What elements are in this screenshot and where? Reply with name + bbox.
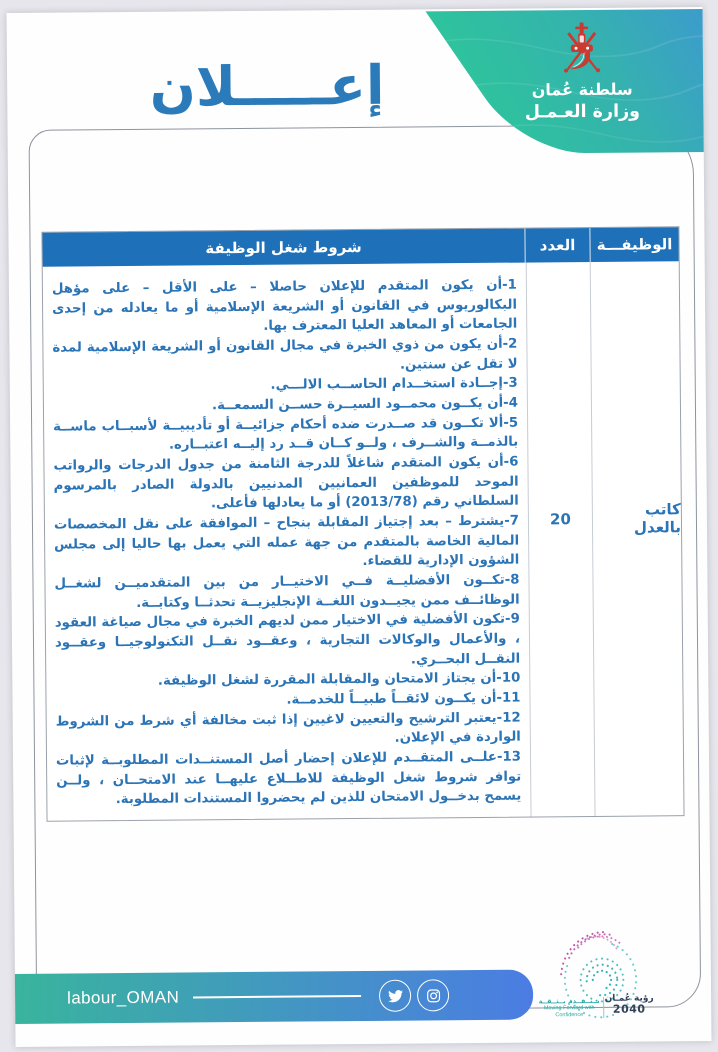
- count-cell: 20: [527, 262, 596, 817]
- page-title: إعـــــلان: [149, 53, 385, 119]
- oman-national-emblem-icon: [559, 21, 605, 73]
- instagram-glyph: [426, 988, 441, 1003]
- condition-item: 6-أن يكون المتقدم شاغلاً للدرجة الثامنة من جدول الدرجات والرواتب الموحد للموظفين العمانيين المدنيين بالدولة الصادر بالمرسوم السلطاني رقم (2013/78) أو ما يعادلها فأعلى.: [53, 454, 519, 512]
- document-page: [7, 7, 712, 1047]
- vision-arabic: رؤية عُمـان: [604, 993, 654, 1004]
- condition-item: 9-تكون الأفضلية في الاختيار ممن لديهم الخبرة في مجال صياغة العقود ، والأعمال والوكالات التجارية ، وعقــود نقــل التكنولوجيــا وعقــود النقــل البحــري.: [54, 612, 521, 668]
- condition-item: 11-أن يكــون لائقــاً طبيــاً للخدمــة.: [286, 690, 521, 708]
- oman-vision-2040-label: [600, 993, 658, 1015]
- condition-item: 12-يعتبر الترشيح والتعيين لاغيين إذا ثبت مخالفة أي شرط من الشروط الواردة في الإعلان.: [55, 710, 521, 747]
- condition-item: 4-أن يكــون محمــود السيــرة حســن السمعــة.: [211, 395, 518, 414]
- condition-item: 10-أن يجتاز الامتحان والمقابلة المقررة لشغل الوظيفة.: [157, 671, 521, 690]
- footer-divider-line: [193, 995, 361, 998]
- conditions-cell: [43, 263, 532, 821]
- moving-forward-english: Moving Forward with Confidence: [543, 1004, 595, 1018]
- social-handle: labour_OMAN: [67, 987, 180, 1008]
- vision-year: 2040: [612, 1002, 646, 1016]
- condition-item: 5-ألا تكــون قد صــدرت ضده أحكام جزائيــة أو تأديبيــة لأسبــاب ماســة بالذمــة والشــرف ، ولــو كــان قــد رد إليــه اعتبــاره.: [53, 415, 519, 454]
- condition-item: 2-أن يكون من ذوي الخبرة في مجال القانون أو الشريعة الإسلامية لمدة لا تقل عن سنتين.: [52, 336, 518, 373]
- condition-item: 3-إجــادة استخــدام الحاســب الالـــي.: [270, 375, 518, 394]
- moving-forward-logo: [538, 997, 604, 1019]
- ministry-header: [482, 20, 683, 123]
- country-name: سلطنة عُمان: [531, 79, 633, 100]
- table-header-row: [42, 227, 678, 267]
- condition-item: 13-علــى المتقــدم للإعلان إحضار أصل المستنــدات المطلوبــة لإثبات توافر شروط شغل الوظيفة للاطــلاع عليهــا عند الامتحــان ، ولــن يسمح بدخــول الامتحان للذين لم يحضروا المستندات المطلوبة.: [55, 749, 522, 808]
- header-conditions: شروط شغل الوظيفة: [42, 229, 525, 267]
- ministry-name: وزارة العـمـل: [524, 101, 641, 123]
- moving-forward-arabic: نــتــقــدم بــثــقــة: [538, 996, 600, 1006]
- condition-item: 1-أن يكون المتقدم للإعلان حاصلا – على الأقل – على مؤهل البكالوريوس في القانون أو الشريعة الإسلامية أو ما يعادله من إحدى الجامعات أو المعاهد العليا المعترف بها.: [51, 277, 518, 335]
- footer-social-bar: [7, 969, 533, 1024]
- job-requirements-table: [41, 226, 684, 822]
- table-row: [43, 261, 684, 821]
- position-cell: كاتب بالعدل: [633, 500, 682, 537]
- condition-item: 8-تكــون الأفضليــة فــي الاختيــار من بين المتقدميــن لشغــل الوظائــف ممن يجيــدون اللغــة الإنجليزيــة تحدثــا وكتابــة.: [54, 572, 520, 611]
- header-position: الوظيفـــة: [596, 235, 673, 254]
- condition-item: 7-يشترط – بعد إجتياز المقابلة بنجاح – الموافقة على نقل المخصصات المالية الخاصة بالمتقدم من جهة عمله التي يعمل بها حاليا إلى مجلس الشؤون الإدارية للقضاء.: [53, 513, 520, 570]
- header-count: العدد: [525, 228, 590, 263]
- instagram-icon[interactable]: [417, 979, 449, 1011]
- twitter-bird-glyph: [388, 988, 403, 1003]
- twitter-icon[interactable]: [379, 980, 411, 1012]
